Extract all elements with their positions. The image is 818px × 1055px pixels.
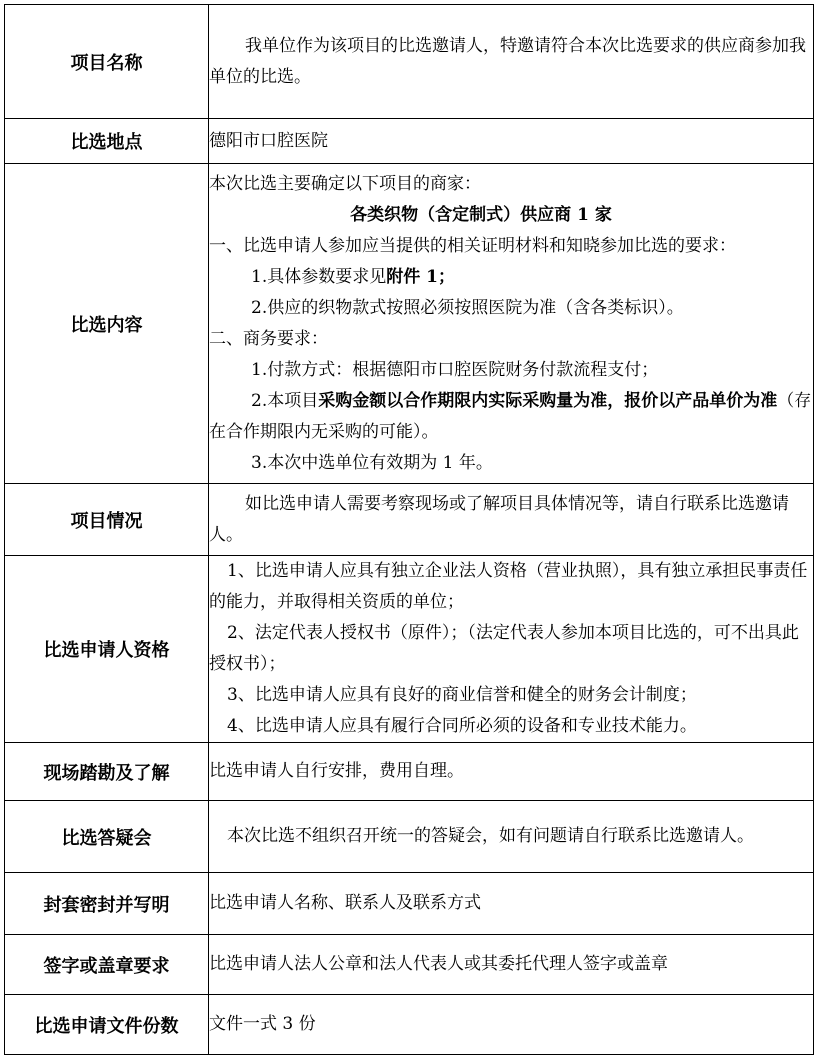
table-row (5, 484, 814, 556)
row-label-project-name: 项目名称 (5, 5, 209, 119)
qa-text: 本次比选不组织召开统一的答疑会，如有问题请自行联系比选邀请人。 (227, 826, 754, 846)
signature-text: 比选申请人法人公章和法人代表人或其委托代理人签字或盖章 (209, 935, 814, 995)
bid-info-table (4, 4, 814, 1055)
content-biz-2-bold: 采购金额以合作期限内实际采购量为准，报价以产品单价为准 (318, 390, 778, 411)
qa-content (209, 801, 814, 873)
site-visit-text: 比选申请人自行安排，费用自理。 (209, 743, 814, 801)
qualification-item-2: 2、法定代表人授权书（原件）；（法定代表人参加本项目比选的，可不出具此授权书）； (209, 623, 799, 674)
envelope-text: 比选申请人名称、联系人及联系方式 (209, 873, 814, 935)
qualification-item-3: 3、比选申请人应具有良好的商业信誉和健全的财务会计制度； (227, 685, 697, 705)
situation-text: 如比选申请人需要考察现场或了解项目具体情况等，请自行联系比选邀请人。 (209, 493, 789, 545)
situation-content (209, 484, 814, 556)
row-label-signature: 签字或盖章要求 (5, 935, 209, 995)
project-name-text: 我单位作为该项目的比选邀请人，特邀请符合本次比选要求的供应商参加我单位的比选。 (209, 35, 806, 87)
content-item-2: 2.供应的织物款式按照必须按照医院为准（含各类标识）。 (251, 297, 684, 318)
table-row (5, 995, 814, 1055)
table-row (5, 556, 814, 743)
table-row (5, 801, 814, 873)
content-item-1 (209, 262, 813, 293)
content-section-2: 二、商务要求： (209, 328, 328, 349)
qualification-content (209, 556, 814, 743)
qualification-item-4: 4、比选申请人应具有履行合同所必须的设备和专业技术能力。 (227, 716, 697, 736)
row-label-copies: 比选申请文件份数 (5, 995, 209, 1055)
content-biz-3: 3.本次中选单位有效期为 1 年。 (251, 452, 493, 473)
content-biz-2-suffix: （存在合作期限内无采购的可能）。 (209, 390, 812, 442)
content-item-1-attachment: 附件 1； (386, 266, 455, 287)
content-item-1-text: 1.具体参数要求见 (251, 266, 387, 287)
location-text: 德阳市口腔医院 (209, 119, 814, 164)
content-block (209, 164, 814, 484)
content-biz-2 (209, 386, 813, 448)
row-label-site-visit: 现场踏勘及了解 (5, 743, 209, 801)
table-row (5, 5, 814, 119)
row-label-qualification: 比选申请人资格 (5, 556, 209, 743)
content-biz-1: 1.付款方式：根据德阳市口腔医院财务付款流程支付； (251, 359, 659, 380)
row-label-situation: 项目情况 (5, 484, 209, 556)
content-section-1: 一、比选申请人参加应当提供的相关证明材料和知晓参加比选的要求： (209, 235, 736, 256)
copies-text: 文件一式 3 份 (209, 995, 814, 1055)
row-label-envelope: 封套密封并写明 (5, 873, 209, 935)
content-intro: 本次比选主要确定以下项目的商家： (209, 173, 481, 194)
table-row (5, 119, 814, 164)
table-row (5, 743, 814, 801)
table-row (5, 873, 814, 935)
row-label-content: 比选内容 (5, 164, 209, 484)
content-heading: 各类织物（含定制式）供应商 1 家 (350, 204, 612, 225)
project-name-content (209, 5, 814, 119)
row-label-qa: 比选答疑会 (5, 801, 209, 873)
content-biz-2-prefix: 2.本项目 (251, 390, 319, 411)
qualification-item-1: 1、比选申请人应具有独立企业法人资格（营业执照），具有独立承担民事责任的能力，并取得相关资质的单位； (209, 561, 808, 612)
table-row (5, 935, 814, 995)
row-label-location: 比选地点 (5, 119, 209, 164)
table-row (5, 164, 814, 484)
